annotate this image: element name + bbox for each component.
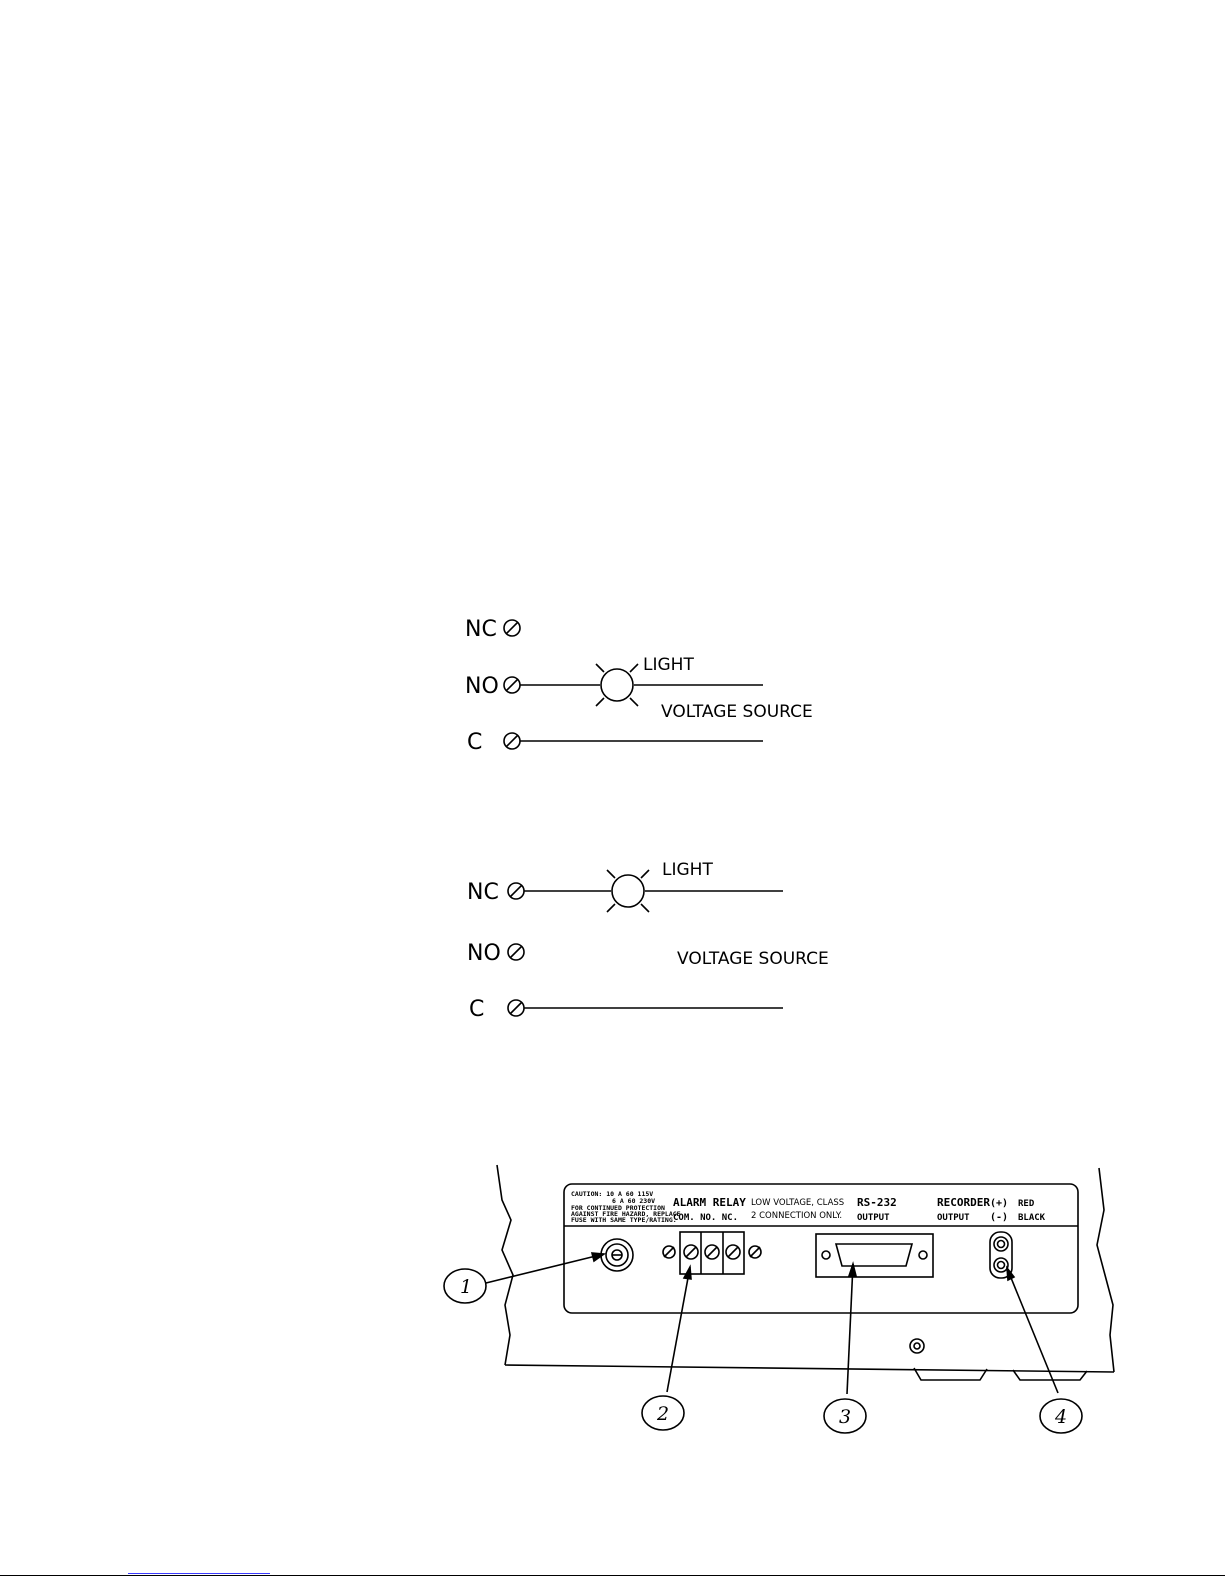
fuse-holder-icon: [601, 1239, 633, 1271]
voltage-source-label: VOLTAGE SOURCE: [661, 702, 813, 722]
low-voltage-label: 2 CONNECTION ONLY.: [751, 1211, 843, 1221]
caution-text: AGAINST FIRE HAZARD, REPLACE: [571, 1210, 681, 1218]
light-label: LIGHT: [662, 860, 713, 880]
terminal-label-c: C: [469, 997, 485, 1022]
terminal-label-nc: NC: [465, 617, 497, 642]
terminal-label-nc: NC: [467, 880, 499, 905]
rs232-connector-icon: [816, 1234, 933, 1277]
screw-terminal-icon: [508, 1000, 524, 1016]
caution-text: CAUTION: 10 A 60 115V: [571, 1190, 654, 1198]
minus-label: (-): [990, 1212, 1009, 1223]
rs232-output-label: OUTPUT: [857, 1213, 890, 1223]
screw-terminal-icon: [504, 733, 520, 749]
alarm-relay-label: ALARM RELAY: [673, 1196, 746, 1209]
voltage-source-label: VOLTAGE SOURCE: [677, 949, 829, 969]
terminal-label-no: NO: [465, 674, 499, 699]
chassis-bottom-edge: [505, 1365, 1114, 1372]
caution-text: FOR CONTINUED PROTECTION: [571, 1204, 665, 1212]
plus-label: (+): [990, 1198, 1009, 1209]
alarm-relay-terminal-block-icon: [663, 1232, 761, 1274]
light-bulb-icon: [607, 870, 649, 912]
callout-number-4: 4: [1055, 1406, 1068, 1428]
red-label: RED: [1018, 1199, 1035, 1209]
break-line: [497, 1165, 513, 1365]
screw-hole-icon: [914, 1343, 920, 1349]
screw-terminal-icon: [508, 883, 524, 899]
light-bulb-icon: [596, 664, 638, 706]
footer-link-underline[interactable]: [128, 1573, 270, 1574]
caution-text: FUSE WITH SAME TYPE/RATING.: [571, 1216, 677, 1224]
screw-terminal-icon: [504, 677, 520, 693]
recorder-output-label: OUTPUT: [937, 1213, 970, 1223]
callout-leaders: [486, 1253, 1058, 1394]
black-label: BLACK: [1018, 1213, 1046, 1223]
rear-panel-drawing: [444, 1165, 1114, 1433]
low-voltage-label: LOW VOLTAGE, CLASS: [751, 1198, 845, 1208]
caution-text: 6 A 60 230V: [612, 1197, 656, 1205]
screw-hole-icon: [910, 1339, 924, 1353]
rs232-label: RS-232: [857, 1196, 897, 1209]
callout-number-2: 2: [657, 1403, 670, 1425]
callout-number-1: 1: [460, 1276, 473, 1298]
footer-rule: [0, 1575, 1225, 1576]
recorder-label: RECORDER: [937, 1196, 990, 1209]
alarm-terminals-label: COM. NO. NC.: [673, 1213, 739, 1223]
wiring-diagram-normally-open: [465, 617, 813, 755]
terminal-label-no: NO: [467, 941, 501, 966]
wiring-diagram-normally-closed: [467, 860, 829, 1022]
break-line: [1097, 1168, 1114, 1372]
terminal-label-c: C: [467, 730, 483, 755]
screw-terminal-icon: [504, 620, 520, 636]
light-label: LIGHT: [643, 655, 694, 675]
screw-terminal-icon: [508, 944, 524, 960]
callout-number-3: 3: [839, 1406, 852, 1428]
